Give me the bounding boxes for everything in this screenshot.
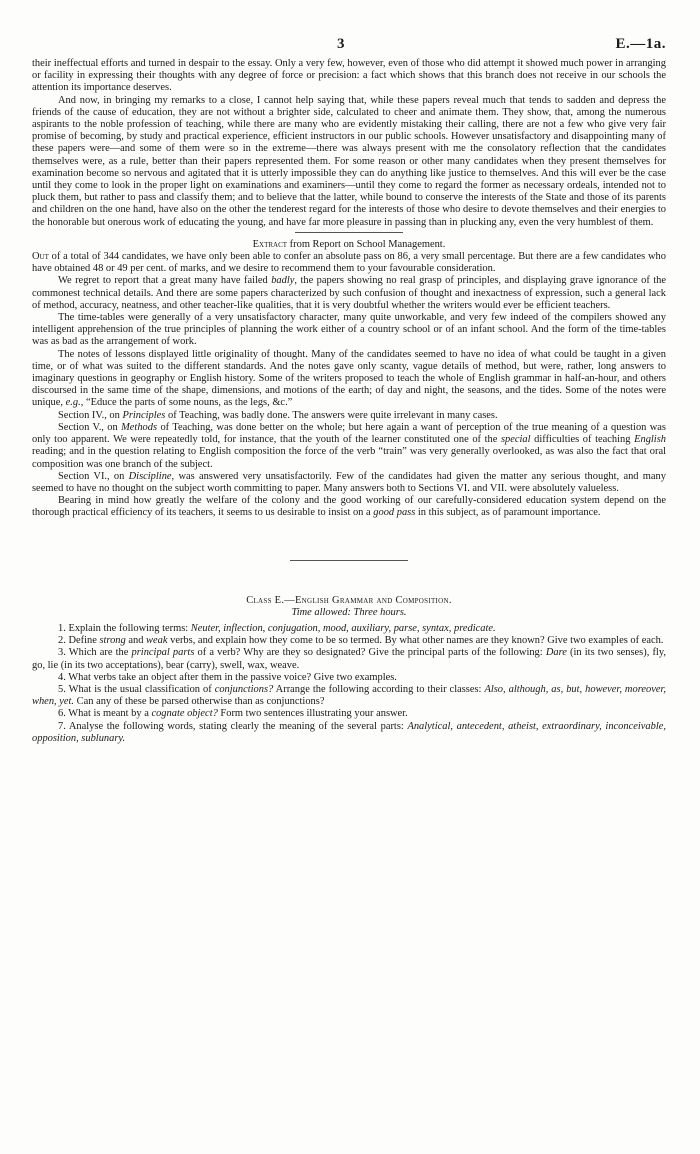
question-text-b: Form two sentences illustrating your answer. xyxy=(217,708,408,720)
extract-paragraph-4 xyxy=(32,349,666,410)
extract-lead-word: Out xyxy=(32,251,49,263)
question-em: strong xyxy=(99,635,126,647)
extract-paragraph-2 xyxy=(32,275,666,312)
extract-p2-b: , the papers showing no real grasp of principles, and displaying grave ignorance of the commonest technical details. And there are some papers characterized by such confusion of thought and inexactness of expression, such a general lack of method, accuracy, neatness, and other teacher-like qualities, that it is very doubtful whether the writers would ever be efficient teachers. xyxy=(32,275,666,311)
extract-heading-rest: from Report on School Management. xyxy=(287,238,446,250)
question-text-c: Can any of these be parsed otherwise than as conjunctions? xyxy=(74,696,325,708)
question-item xyxy=(32,635,666,647)
question-item xyxy=(32,721,666,745)
extract-heading xyxy=(32,239,666,251)
extract-p8-em: good pass xyxy=(373,507,416,519)
question-text-c: verbs, and explain how they come to be so termed. By what other names are they known? Give two examples of each. xyxy=(167,635,664,647)
spacer xyxy=(32,561,666,595)
extract-paragraph-5 xyxy=(32,410,666,422)
extract-p4-a: The notes of lessons displayed little originality of thought. Many of the candidates seemed to have no idea of what could be taught in a given time, or of what was suited to the different standards. And the notes gave only scanty, vague details of method, but were, rather, long answers to imaginary questions in geography or English history. Some of the writers proposed to teach the whole of English grammar in half-an-hour, and others discoursed in the same time of the shape, dimensions, and motions of the earth; of day and night, the seasons, and the tides. Some of the notes were unique, xyxy=(32,348,666,409)
intro-paragraph-2: And now, in bringing my remarks to a close, I cannot help saying that, while these papers reveal much that tends to sadden and depress the friends of the cause of education, they are not without a brighter side, calculated to cheer and animate them. They show, that, among the numerous aspirants to the noble profession of teaching, while there are many who are evidently mistaking their calling, there are not a few who give very fair promise of becoming, by study and practical experience, efficient instructors in our public schools. However unsatisfactory and disappointing many of these papers were—and some of them were so in the extreme—there was always present with me the consolatory reflection that the candidates themselves were, as a rule, better than their papers represented them. For some reason or other many candidates when they present themselves for examination become so nervous and agitated that it is utterly impossible they can do anything like justice to themselves. And this will ever be the case until they come to look in the proper light on examinations and examiners—until they come to regard the former as necessary ordeals, intended not to pluck them, but rather to pass and classify them; and to believe that the latter, while bound to conserve the interests of the State and those of its parents and children on the one hand, have also on the other the tenderest regard for the interests of those who desire to devote themselves and their energies to the honorable but onerous work of educating the young, and have far more pleasure in passing than in plucking any, even the very humblest of them. xyxy=(32,94,666,228)
extract-p6-b: of Teaching, was done better on the whole; but here again a want of perception of the true meaning of a question was only too apparent. We were repeatedly told, for instance, that the youth of the learner constituted one of the xyxy=(32,421,666,446)
extract-paragraph-3: The time-tables were generally of a very unsatisfactory character, many quite unworkable, and very few indeed of the compilers showed any intelligent apprehension of the true principles of planning the work either of a country school or of an infant school. And the form of the time-tables was as bad as the arrangement of work. xyxy=(32,312,666,348)
question-em: conjunctions? xyxy=(214,683,274,695)
question-text-a: 3. Which are the xyxy=(58,647,132,659)
question-item xyxy=(32,647,666,671)
question-text-a: 5. What is the usual classification of xyxy=(58,683,215,695)
extract-p7-em: Discipline xyxy=(128,470,172,482)
section-divider xyxy=(295,232,403,233)
extract-p7-a: Section VI., on xyxy=(58,470,129,482)
extract-p8-a: Bearing in mind how greatly the welfare of the colony and the good working of our carefully-considered education system depend on the thorough practical efficiency of its teachers, it seems to us desirable to insist on a xyxy=(32,495,666,519)
question-item xyxy=(32,684,666,708)
extract-p4-em: e.g. xyxy=(65,397,81,409)
extract-p8-b: in this subject, as of paramount importance. xyxy=(415,507,601,519)
extract-p6-a: Section V., on xyxy=(58,421,122,433)
question-text-a: 2. Define xyxy=(58,635,100,647)
extract-heading-caps: Extract xyxy=(252,238,288,250)
extract-paragraph-7 xyxy=(32,471,666,495)
extract-paragraph-8 xyxy=(32,495,666,519)
extract-p6-em3: English xyxy=(634,434,666,446)
exam-time-allowed: Time allowed: Three hours. xyxy=(291,606,407,618)
question-item xyxy=(32,672,666,684)
extract-p6-d: reading; and in the question relating to English composition the force of the verb “train” was very generally overlooked, as was also the fact that oral composition was one branch of the subject. xyxy=(32,446,666,470)
extract-p7-b: , was answered very unsatisfactorily. Few of the candidates had given the matter any serious thought, and many seemed to have no thought on the subject worth committing to paper. Many answers both to Sections VI. and VII. were absolutely valueless. xyxy=(32,470,666,494)
page-number: 3 xyxy=(337,36,345,52)
extract-p4-b: , “Educe the parts of some nouns, as the legs, &c.” xyxy=(80,397,293,409)
spacer xyxy=(32,520,666,560)
extract-p6-c: difficulties of teaching xyxy=(530,434,635,446)
question-em2: Dare xyxy=(545,647,567,659)
exam-class-title: Class E.—English Grammar and Composition. xyxy=(246,594,452,606)
question-text-a: 4. What verbs take an object after them in the passive voice? Give two examples. xyxy=(58,671,397,683)
question-text-b: Arrange the following according to their classes: xyxy=(273,683,485,695)
extract-p6-em2: special xyxy=(500,434,531,446)
intro-paragraph-1: their ineffectual efforts and turned in despair to the essay. Only a very few, however, even of those who did attempt it showed much power in arranging or facility in expressing their thoughts with any degree of force or precision: a fact which shows that this branch does not receive in our schools the attention its importance deserves. xyxy=(32,58,666,94)
extract-paragraph-1 xyxy=(32,251,666,275)
question-em2: Also, although, as, but, however, moreover, when, yet. xyxy=(32,683,666,708)
question-em: principal parts xyxy=(131,647,195,659)
extract-p5-b: of Teaching, was badly done. The answers were quite irrelevant in many cases. xyxy=(165,409,498,421)
question-em: Neuter, inflection, conjugation, mood, auxiliary, parse, syntax, predicate. xyxy=(190,622,496,634)
extract-p6-em1: Methods xyxy=(121,421,158,433)
document-reference: E.—1a. xyxy=(615,36,666,52)
extract-paragraph-6 xyxy=(32,422,666,471)
question-text-b: of a verb? Why are they so designated? Give the principal parts of the following: xyxy=(194,647,546,659)
extract-p5-em: Principles xyxy=(122,409,166,421)
question-em2: weak xyxy=(146,635,168,647)
extract-p1-text: of a total of 344 candidates, we have only been able to confer an absolute pass on 86, a very small percentage. But there are a few candidates who have obtained 48 or 49 per cent. of marks, and we desire to recommend them to your favourable consideration. xyxy=(32,251,666,275)
extract-p2-a: We regret to report that a great many have failed xyxy=(58,275,272,287)
extract-p2-em: badly xyxy=(271,275,295,287)
question-text-a: 1. Explain the following terms: xyxy=(58,622,191,634)
question-em: cognate object? xyxy=(151,708,218,720)
question-em: Analytical, antecedent, atheist, extraordinary, inconceivable, opposition, sublunary. xyxy=(32,720,666,744)
question-text-a: 6. What is meant by a xyxy=(58,708,152,720)
page-header xyxy=(32,36,666,58)
question-text-a: 7. Analyse the following words, stating clearly the meaning of the several parts: xyxy=(58,720,408,732)
extract-p5-a: Section IV., on xyxy=(58,409,123,421)
document-page xyxy=(32,36,666,745)
question-list xyxy=(32,623,666,745)
question-text-b: and xyxy=(125,635,147,647)
question-text-c: (in its two senses), fly, go, lie (in its two acceptations), bear (carry), swell, wax, weave. xyxy=(32,647,666,671)
question-item xyxy=(32,623,666,635)
question-item xyxy=(32,708,666,720)
